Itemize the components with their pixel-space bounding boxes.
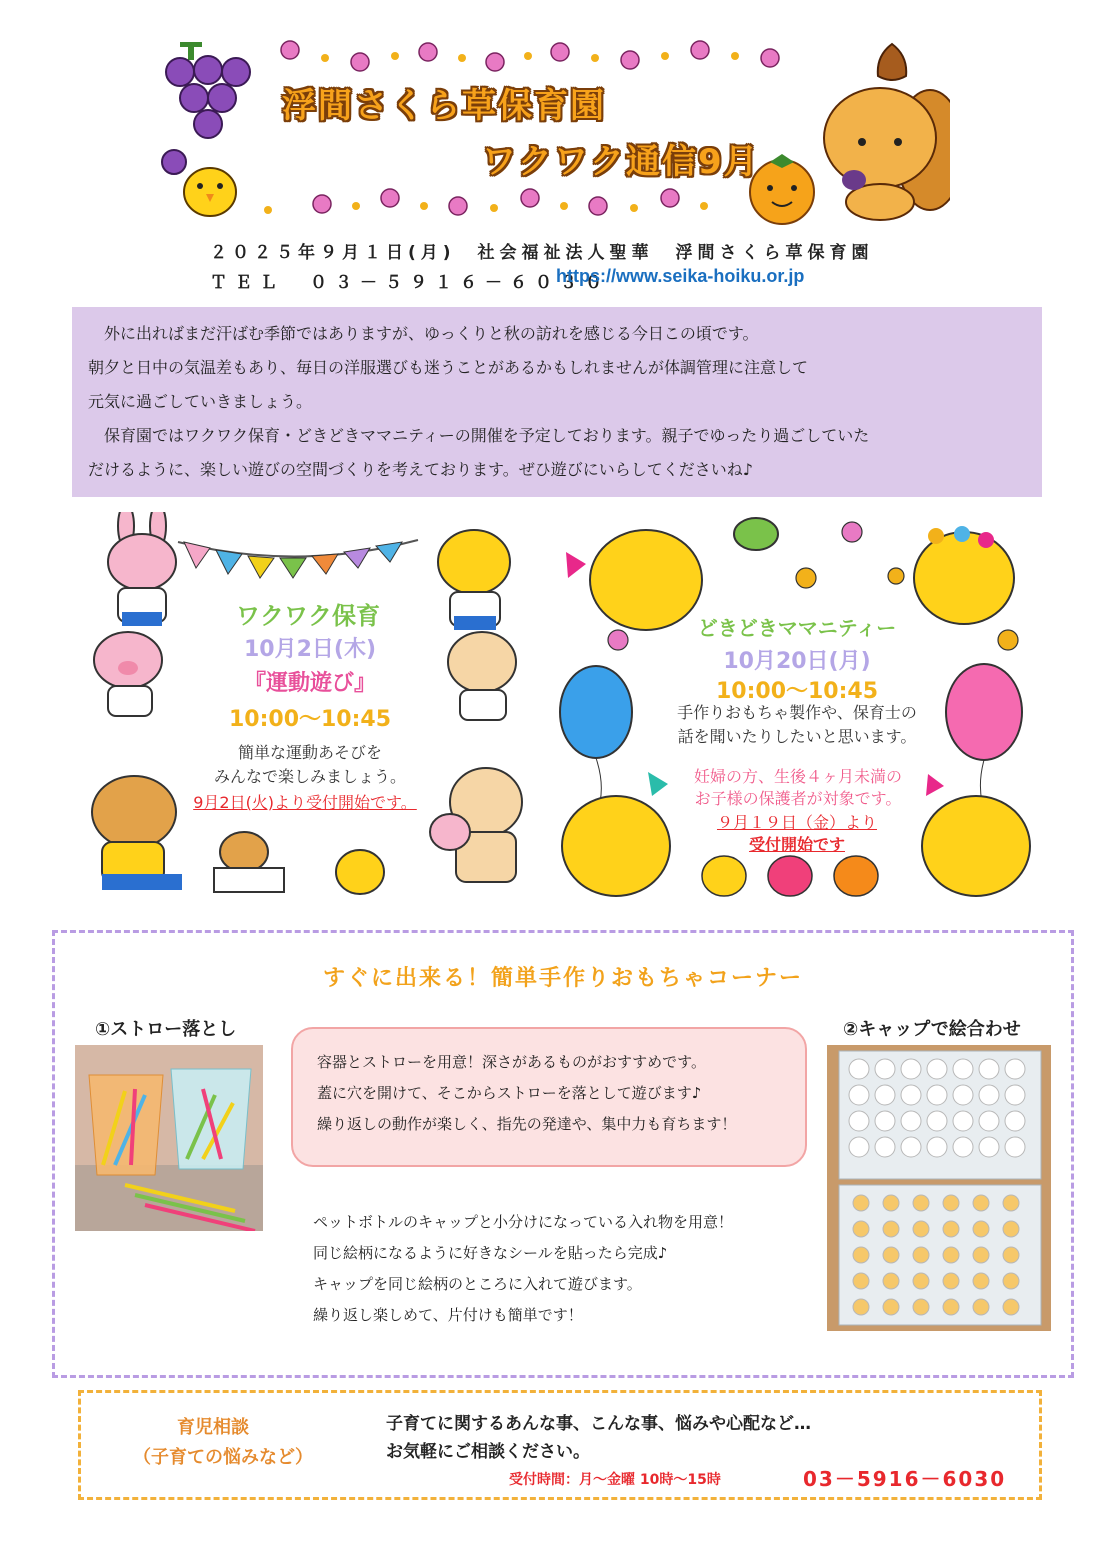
date-and-organization: ２０２５年９月１日(月) 社会福祉法人聖華 浮間さくら草保育園 bbox=[210, 243, 874, 263]
intro-line: 朝夕と日中の気温差もあり、毎日の洋服選びも迷うことがあるかもしれませんが体調管理に注意して bbox=[88, 358, 809, 377]
toy2-instruction-line: キャップを同じ絵柄のところに入れて遊びます。 bbox=[313, 1275, 642, 1293]
toy2-instruction-line: ペットボトルのキャップと小分けになっている入れ物を用意！ bbox=[313, 1213, 734, 1231]
dokidoki-time: 10:00～10:45 bbox=[715, 679, 879, 704]
tulips-icon bbox=[702, 856, 878, 896]
dokidoki-target: お子様の保護者が対象です。 bbox=[694, 789, 902, 808]
pig-child-icon bbox=[94, 632, 162, 716]
dokidoki-description: 話を聞いたりしたいと思います。 bbox=[677, 727, 917, 746]
dokidoki-description: 手作りおもちゃ製作や、保育士の bbox=[677, 703, 917, 722]
rabbit-child-icon bbox=[108, 512, 176, 626]
bunting-flags-icon bbox=[178, 540, 418, 578]
chestnut-icon bbox=[878, 44, 906, 80]
chick-cheer-icon bbox=[336, 850, 384, 894]
intro-line: 保育園ではワクワク保育・どきどきママニティーの開催を予定しております。親子でゆったり過ごしていた bbox=[88, 426, 870, 445]
consult-message: お気軽にご相談ください。 bbox=[386, 1442, 590, 1462]
dog-child-icon bbox=[448, 632, 516, 720]
toy2-instruction-line: 同じ絵柄になるように好きなシールを貼ったら完成♪ bbox=[313, 1244, 668, 1262]
chick-flower-crown-icon bbox=[914, 526, 1014, 624]
toy2-title: ②キャップで絵合わせ bbox=[843, 1019, 1021, 1040]
dot-row-top bbox=[321, 52, 739, 62]
toy1-instruction-line: 繰り返しの動作が楽しく、指先の発達や、集中力も育ちます！ bbox=[317, 1115, 737, 1133]
chick-bottom-right-icon bbox=[922, 774, 1030, 896]
parenting-consultation-box bbox=[78, 1390, 1042, 1500]
dokidoki-signup-date: ９月１９日（金）より bbox=[716, 813, 877, 832]
intro-line: 外に出ればまだ汗ばむ季節ではありますが、ゆっくりと秋の訪れを感じる今日この頃です。 bbox=[88, 324, 759, 343]
consult-phone[interactable]: 03－5916－6030 bbox=[803, 1467, 1007, 1491]
header-decoration bbox=[150, 30, 950, 230]
tiger-child-icon bbox=[438, 530, 510, 630]
squirrel-icon bbox=[824, 88, 950, 220]
toy2-instructions bbox=[313, 1207, 733, 1331]
toy1-instructions-bubble bbox=[291, 1027, 807, 1167]
newsletter-title-school: 浮間さくら草保育園 bbox=[282, 86, 606, 126]
intro-line: 元気に過ごしていきましょう。 bbox=[88, 392, 313, 411]
toy1-instruction-line: 蓋に穴を開けて、そこからストローを落として遊びます♪ bbox=[317, 1084, 702, 1102]
consult-sublabel: （子育ての悩みなど） bbox=[133, 1447, 313, 1468]
straw-drop-photo bbox=[75, 1045, 263, 1231]
pink-balloon-icon bbox=[946, 664, 1022, 802]
telephone-number: ＴＥＬ ０３－５９１６－６０３０ bbox=[210, 273, 610, 293]
wakuwaku-signup: 9月2日(火)より受付開始です。 bbox=[193, 793, 417, 812]
toy-corner-title: すぐに出来る！簡単手作りおもちゃコーナー bbox=[322, 966, 803, 991]
grapes-icon bbox=[162, 42, 250, 174]
bear-child-icon bbox=[92, 776, 182, 890]
consult-message: 子育てに関するあんな事、こんな事、悩みや心配など… bbox=[386, 1414, 811, 1434]
handmade-toy-corner bbox=[52, 930, 1074, 1378]
chick-bottom-left-icon bbox=[562, 772, 670, 896]
toy1-title: ①ストロー落とし bbox=[95, 1019, 237, 1040]
bear-in-cart-icon bbox=[214, 832, 284, 892]
consult-hours: 受付時間：月～金曜 10時～15時 bbox=[509, 1472, 721, 1488]
wakuwaku-theme: 『運動遊び』 bbox=[243, 671, 376, 696]
wakuwaku-description: みんなで楽しみましょう。 bbox=[213, 767, 406, 786]
dokidoki-title: どきどきママニティー bbox=[697, 616, 897, 640]
cap-matching-photo bbox=[827, 1045, 1051, 1331]
rabbit-parent-icon bbox=[430, 768, 522, 882]
toy2-instruction-line: 繰り返し楽しめて、片付けも簡単です！ bbox=[313, 1306, 583, 1324]
dokidoki-target: 妊婦の方、生後４ヶ月未満の bbox=[693, 767, 902, 786]
chick-icon bbox=[184, 168, 236, 216]
intro-message-box bbox=[72, 307, 1042, 497]
website-link[interactable]: https://www.seika-hoiku.or.jp bbox=[556, 266, 805, 286]
toy1-instruction-line: 容器とストローを用意！深さがあるものがおすすめです。 bbox=[317, 1053, 706, 1071]
blue-balloon-icon bbox=[560, 666, 632, 802]
wakuwaku-description: 簡単な運動あそびを bbox=[237, 743, 382, 762]
intro-line: だけるように、楽しい遊びの空間づくりを考えております。ぜひ遊びにいらしてくださいね♪ bbox=[88, 460, 753, 479]
wakuwaku-time: 10:00～10:45 bbox=[228, 707, 392, 732]
bee-icon bbox=[734, 518, 778, 550]
dokidoki-date: 10月20日(月) bbox=[723, 649, 871, 674]
wakuwaku-date: 10月2日(木) bbox=[243, 637, 377, 662]
consult-label: 育児相談 bbox=[177, 1417, 249, 1438]
wakuwaku-title: ワクワク保育 bbox=[236, 602, 380, 630]
newsletter-title-issue: ワクワク通信9月 bbox=[482, 142, 760, 182]
dokidoki-signup-label: 受付開始です bbox=[748, 835, 845, 854]
